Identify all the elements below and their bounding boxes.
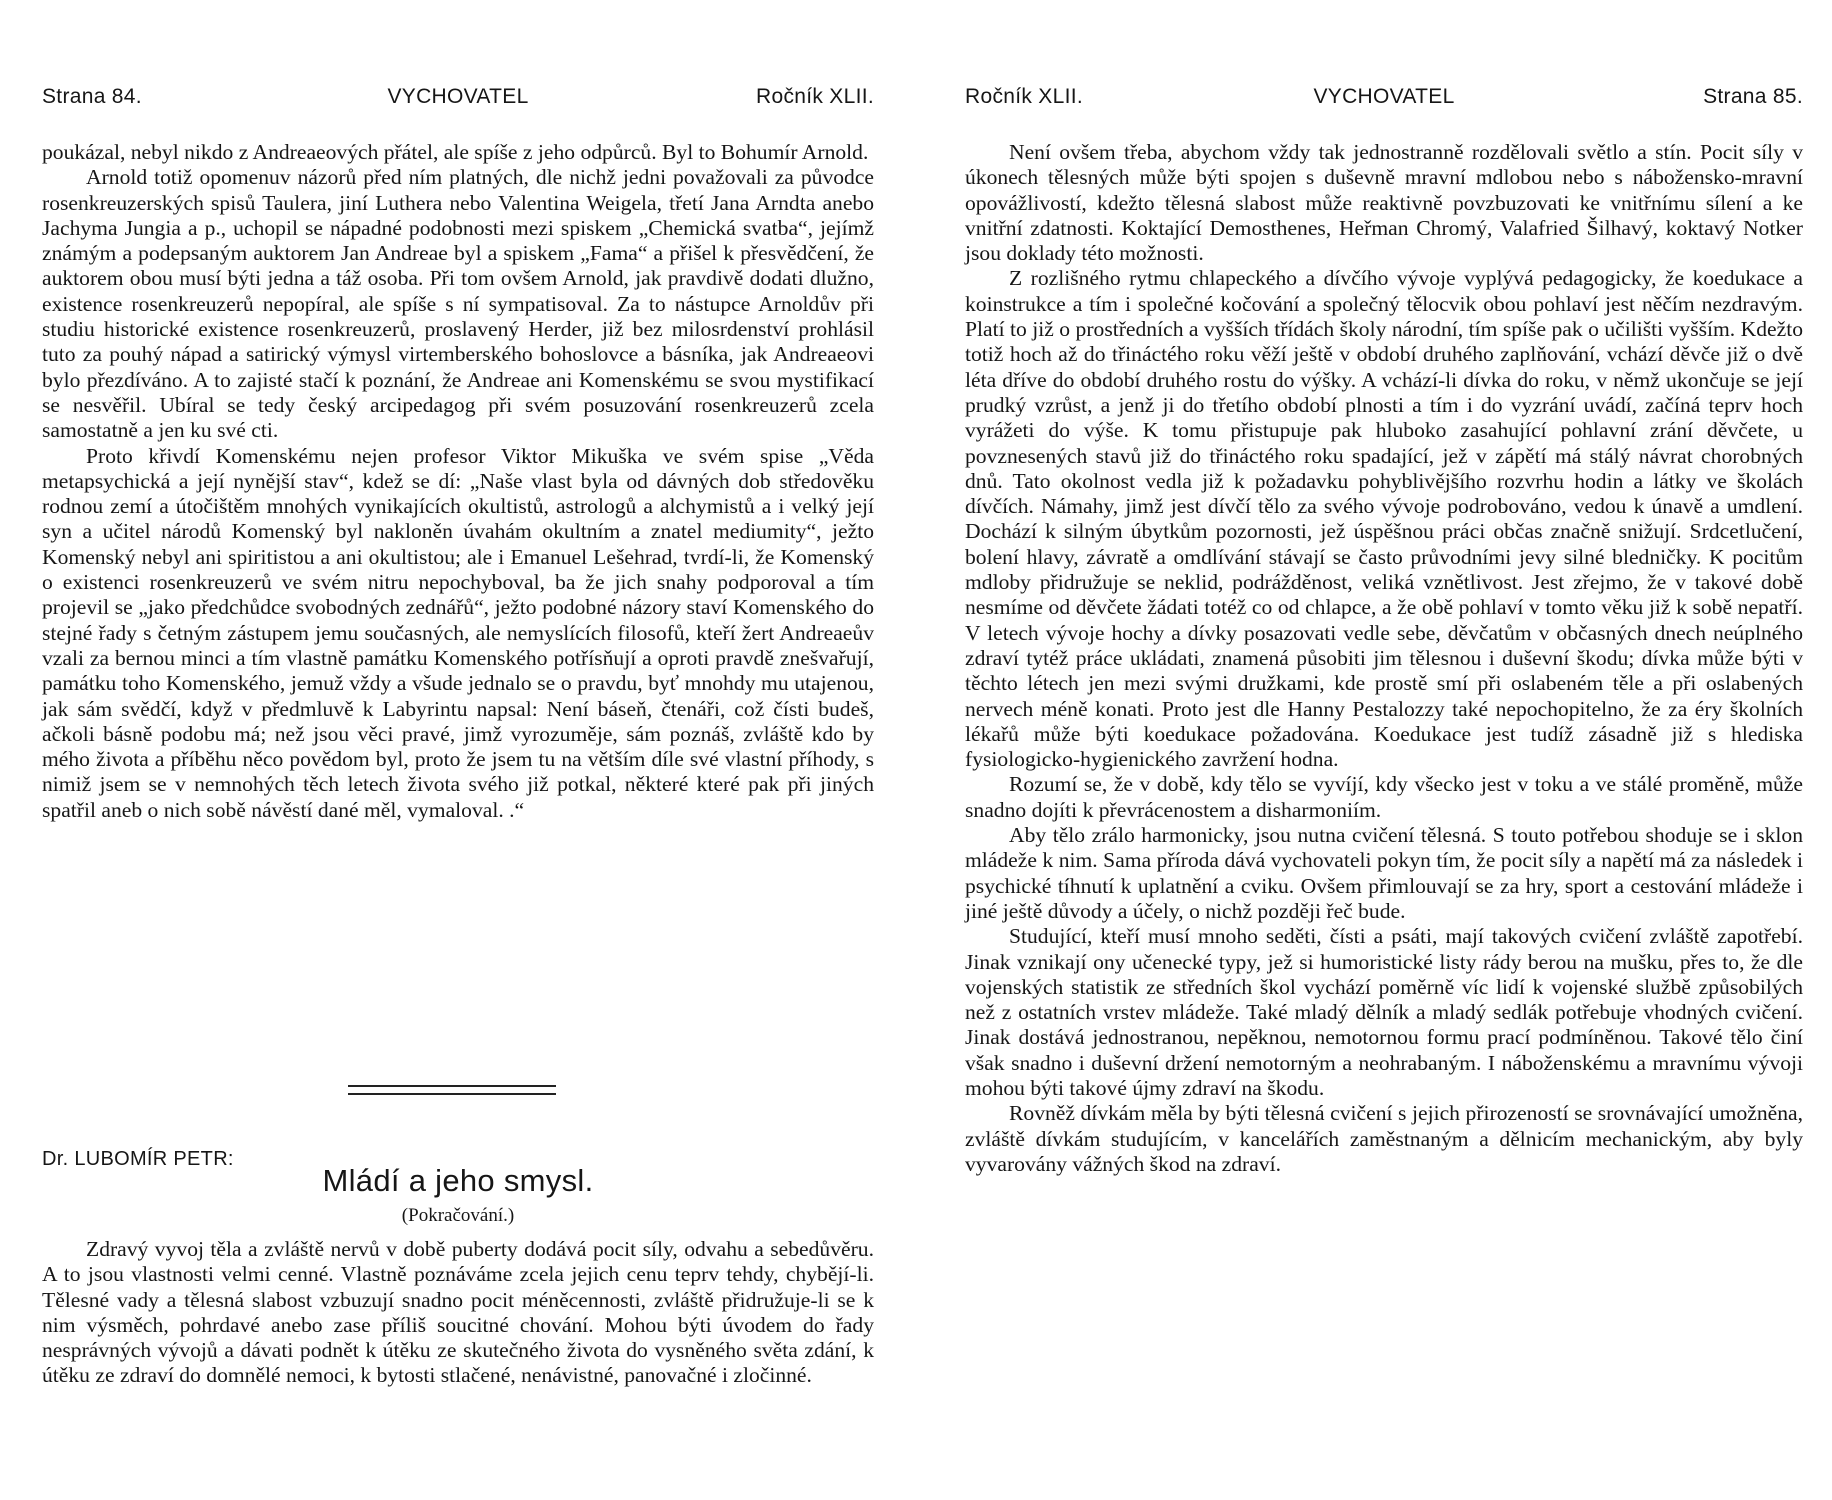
volume-label: Ročník XLII.	[965, 85, 1083, 108]
paragraph: Z rozlišného rytmu chlapeckého a dívčího vývoje vyplývá pedagogicky, že koedukace a koinstrukce a tím i společné kočování a společný tělocvik obou pohlaví jest něčím nezdravým. Platí to již o prostředních a vyšších třídách školy národní, tím spíše pak o učilišti vyšším. Kdežto totiž hoch až do třináctého roku věží ještě v období druhého zaplňování, vchází děvče již o dvě léta dříve do období druhého rostu do výšky. A vchází-li dívka do roku, v němž ukončuje se její prudký vzrůst, a jenž ji do třetího období plnosti a tím i do vyzrání uvádí, začíná teprv hoch vyrážeti do výše. K tomu přistupuje pak hluboko zasahující pohlavní zrání děvčete, u povznesených stavů již do třináctého roku spadající, jež v zápětí má stálý návrat chorobných dnů. Tato okolnost vedla již k požadavku pohyblivějšího rozvrhu hodin a látky ve školách dívčích. Námahy, jimž jest dívčí tělo za svého vývoje podrobováno, vedou k únavě a umdlení. Dochází k silným úbytkům pozornosti, jež úspěšnou práci občas značně snižují. Srdcetlučení, bolení hlavy, závratě a omdlívání stávají se často průvodními jevy silné bledničky. K pocitům mdloby přidružuje se neklid, podrážděnost, veliká vznětlivost. Jest zřejmo, že v takové době nesmíme od děvčete žádati totéž co od chlapce, a že obě pohlaví v tomto věku již k sobě nepatří. V letech vývoje hochy a dívky posazovati vedle sebe, děvčatům v občasných dnech neúplného zdraví tytéž práce ukládati, znamená působiti jim tělesnou i duševní škodu; dívka může býti v těchto létech jen mezi svými družkami, kde prostě smí při oslabeném těle a při oslabených nervech méně konati. Proto jest dle Hanny Pestalozzy také nepochopitelno, že za éry školních lékařů může býti koedukace požadována. Koedukace jest tudíž zásadně již s hlediska fysiologicko-hygienického zavržení hodna.	[965, 266, 1803, 772]
journal-title: VYCHOVATEL	[387, 85, 529, 108]
journal-title: VYCHOVATEL	[1313, 85, 1455, 108]
section-divider	[348, 1085, 556, 1095]
paragraph: poukázal, nebyl nikdo z Andreaeových přátel, ale spíše z jeho odpůrců. Byl to Bohumír Arnold.	[42, 140, 869, 164]
paragraph: Arnold totiž opomenuv názorů před ním platných, dle nichž jedni považovali za původce rosenkreuzerských spisů Taulera, jiní Luthera nebo Valentina Weigela, třetí Jana Arndta anebo Jachyma Jungia a p., uchopil se nápadné podobnosti mezi spiskem „Chemická svatba“, jejímž známým a podepsaným auktorem Jan Andreae byl a spiskem „Fama“ a přišel k přesvědčení, že auktorem obou musí býti jedna a táž osoba. Při tom ovšem Arnold, jak pravdivě dodati dlužno, existence rosenkreuzerů nepopíral, ale spíše s ní sympatisoval. Za to nástupce Arnoldův při studiu historické existence rosenkreuzerů, proslavený Herder, již bez milosrdenství prohlásil tuto za pouhý nápad a satirický výmysl virtemberského bohoslovce a básníka, jak Andreaeovi bylo přezdíváno. A to zajisté stačí k poznání, že Andreae ani Komenskému se svou mystifikací se nesvěřil. Ubíral se tedy český arcipedagog při svém posuzování rosenkreuzerů zcela samostatně a jen ku své cti.	[42, 165, 874, 443]
right-page	[965, 0, 1803, 1500]
article-author: Dr. LUBOMÍR PETR:	[42, 1148, 234, 1170]
left-page	[42, 0, 874, 1500]
paragraph: Rozumí se, že v době, kdy tělo se vyvíjí, kdy všecko jest v toku a ve stálé proměně, může snadno dojíti k převrácenostem a disharmoniím.	[965, 772, 1803, 822]
volume-label: Ročník XLII.	[756, 85, 874, 108]
paragraph: Studující, kteří musí mnoho seděti, čísti a psáti, mají takových cvičení zvláště zapotřebí. Jinak vznikají ony učenecké typy, jež si humoristické listy rády berou na mušku, přes to, že dle vojenských statistik ze středních škol vychází poměrně víc lidí k vojenské službě způsobilých než z ostatních vrstev mládeže. Také mladý dělník a mladý sedlák potřebuje vhodných cvičení. Jinak dostává jednostranou, nepěknou, nemotornou formu prací podmíněnou. Takové tělo činí však snadno i duševní držení nemotorným a neohrabaným. I náboženskému a mravnímu vývoji mohou býti takové újmy zdraví na škodu.	[965, 924, 1803, 1100]
paragraph: Zdravý vyvoj těla a zvláště nervů v době puberty dodává pocit síly, odvahu a sebedůvěru. A to jsou vlastnosti velmi cenné. Vlastně poznáváme zcela jejich cenu teprv tehdy, chybějí-li. Tělesné vady a tělesná slabost vzbuzují snadno pocit méněcennosti, zvláště přidružuje-li se k nim výsměch, pohrdavé anebo zase příliš soucitné chování. Mohou býti úvodem do řady nesprávných vývojů a dávati podnět k útěku ze skutečného života do vysněného světa zdání, k útěku ze zdraví do domnělé nemoci, k bytosti stlačené, nenávistné, panovačné i zločinné.	[42, 1237, 874, 1388]
page-number: Strana 85.	[1703, 85, 1803, 108]
paragraph: Aby tělo zrálo harmonicky, jsou nutna cvičení tělesná. S touto potřebou shoduje se i sklon mládeže k nim. Sama příroda dává vychovateli pokyn tím, že pocit síly a napětí má za následek i psychické tíhnutí k uplatnění a cviku. Ovšem přimlouvají se za hry, sport a cestování mládeže i jiné ještě důvody a účely, o nichž později řeč bude.	[965, 823, 1803, 923]
paragraph: Není ovšem třeba, abychom vždy tak jednostranně rozdělovali světlo a stín. Pocit síly v úkonech tělesných může býti spojen s duševně mravní mdlobou nebo s nábožensko-mravní opovážlivostí, kdežto tělesná slabost může reaktivně povzbuzovati ke vnitřnímu sílení a ke vnitřní zdatnosti. Koktající Demosthenes, Heřman Chromý, Valafried Šilhavý, koktavý Notker jsou doklady této možnosti.	[965, 140, 1803, 266]
left-running-header	[42, 85, 874, 115]
page-number: Strana 84.	[42, 85, 142, 108]
paragraph: Proto křivdí Komenskému nejen profesor Viktor Mikuška ve svém spise „Věda metapsychická a její nynější stav“, kdež se dí: „Naše vlast byla od dávných dob středověku rodnou zemí a útočištěm mnohých vynikajících okultistů, astrologů a alchymistů a i velký její syn a učitel národů Komenský byl nakloněn úvahám okultním a znatel mediumity“, ježto Komenský nebyl ani spiritistou a ani okultistou; ale i Emanuel Lešehrad, tvrdí-li, že Komenský o existenci rosenkreuzerů ve svém nitru nepochyboval, ba že jich snahy podporoval a tím projevil se „jako předchůdce svobodných zednářů“, ježto podobné názory staví Komenského do stejné řady s četným zástupem jemu současných, ale nemyslících filosofů, kteří žert Andreaeův vzali za bernou minci a tím vlastně památku Komenského potřísňují a oproti pravdě znešvařují, památku toho Komenského, jemuž vždy a všude jednalo se o pravdu, byť mnohdy mu utajenou, jak sám svědčí, když v předmluvě k Labyrintu napsal: Není báseň, čtenáři, což čísti budeš, ačkoli básně podobu má; než jsou věci pravé, jimž vyrozuměje, sám poznáš, zvláště kdo by mého života a příběhu něco povědom byl, proto že jsem tu na větším díle své vlastní příhody, s nimiž jsem se v nemnohých těch letech života svého již potkal, některé které pak při jiných spatřil aneb o nich sobě návěstí dané měl, vymaloval. .“	[42, 443, 874, 822]
right-running-header	[965, 85, 1803, 115]
right-body-text	[965, 140, 1803, 1177]
article-body-text	[42, 1237, 874, 1389]
left-body-text	[42, 140, 874, 823]
article-title: Mládí a jeho smysl.	[322, 1163, 594, 1198]
article-continuation: (Pokračování.)	[401, 1205, 515, 1226]
paragraph: Rovněž dívkám měla by býti tělesná cvičení s jejich přirozeností se srovnávající umožněna, zvláště dívkám studujícím, v kancelářích zaměstnaným a dělnicím mechanickým, aby byly vyvarovány vážných škod na zdraví.	[965, 1101, 1803, 1176]
